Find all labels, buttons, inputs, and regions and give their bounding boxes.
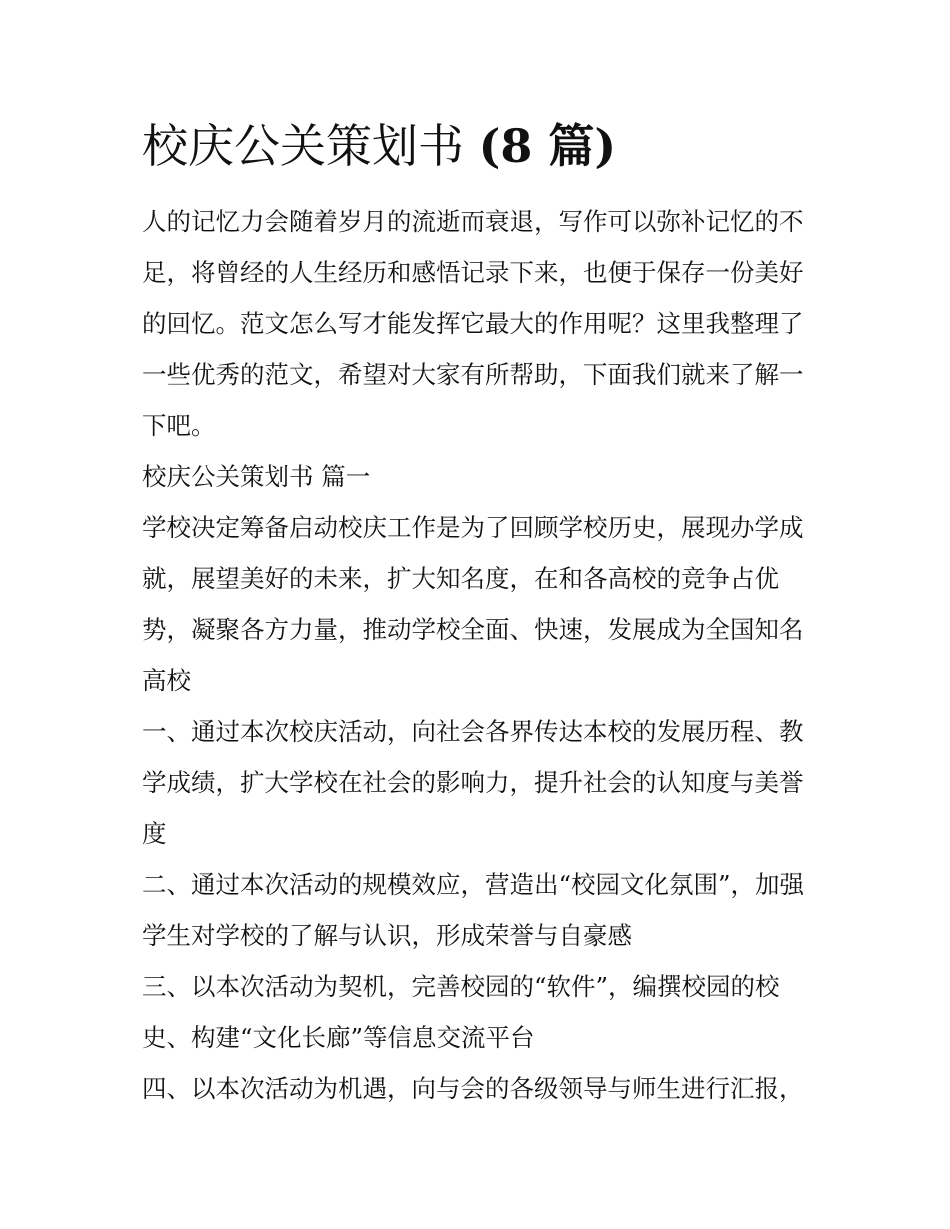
item-two-line-1: 二、通过本次活动的规模效应，营造出“校园文化氛围”，加强 — [142, 870, 805, 899]
item-one-line-3: 度 — [142, 819, 167, 848]
document-body — [142, 196, 822, 1114]
body-line-3: 势，凝聚各方力量，推动学校全面、快速，发展成为全国知名 — [142, 615, 804, 644]
document-title-main: 校庆公关策划书 — [142, 119, 479, 173]
intro-line-5: 下吧。 — [142, 411, 216, 440]
document-title — [142, 114, 842, 178]
intro-line-3: 的回忆。范文怎么写才能发挥它最大的作用呢？这里我整理了 — [142, 309, 804, 338]
item-two-line-2: 学生对学校的了解与认识，形成荣誉与自豪感 — [142, 921, 632, 950]
item-four-line-1: 四、以本次活动为机遇，向与会的各级领导与师生进行汇报， — [142, 1074, 804, 1103]
intro-line-1: 人的记忆力会随着岁月的流逝而衰退，写作可以弥补记忆的不 — [142, 207, 804, 236]
item-one-line-1: 一、通过本次校庆活动，向社会各界传达本校的发展历程、教 — [142, 717, 804, 746]
intro-line-4: 一些优秀的范文，希望对大家有所帮助，下面我们就来了解一 — [142, 360, 804, 389]
body-line-2: 就，展望美好的未来，扩大知名度，在和各高校的竞争占优 — [142, 564, 779, 593]
body-line-4: 高校 — [142, 666, 191, 695]
item-one-line-2: 学成绩，扩大学校在社会的影响力，提升社会的认知度与美誉 — [142, 768, 804, 797]
intro-line-2: 足，将曾经的人生经历和感悟记录下来，也便于保存一份美好 — [142, 258, 804, 287]
body-line-1: 学校决定筹备启动校庆工作是为了回顾学校历史，展现办学成 — [142, 513, 804, 542]
item-three-line-2: 史、构建“文化长廊”等信息交流平台 — [142, 1023, 535, 1052]
section-heading: 校庆公关策划书 篇一 — [142, 462, 371, 491]
document-title-suffix: (8 篇) — [478, 119, 617, 173]
item-three-line-1: 三、以本次活动为契机，完善校园的“软件”，编撰校园的校 — [142, 972, 780, 1001]
